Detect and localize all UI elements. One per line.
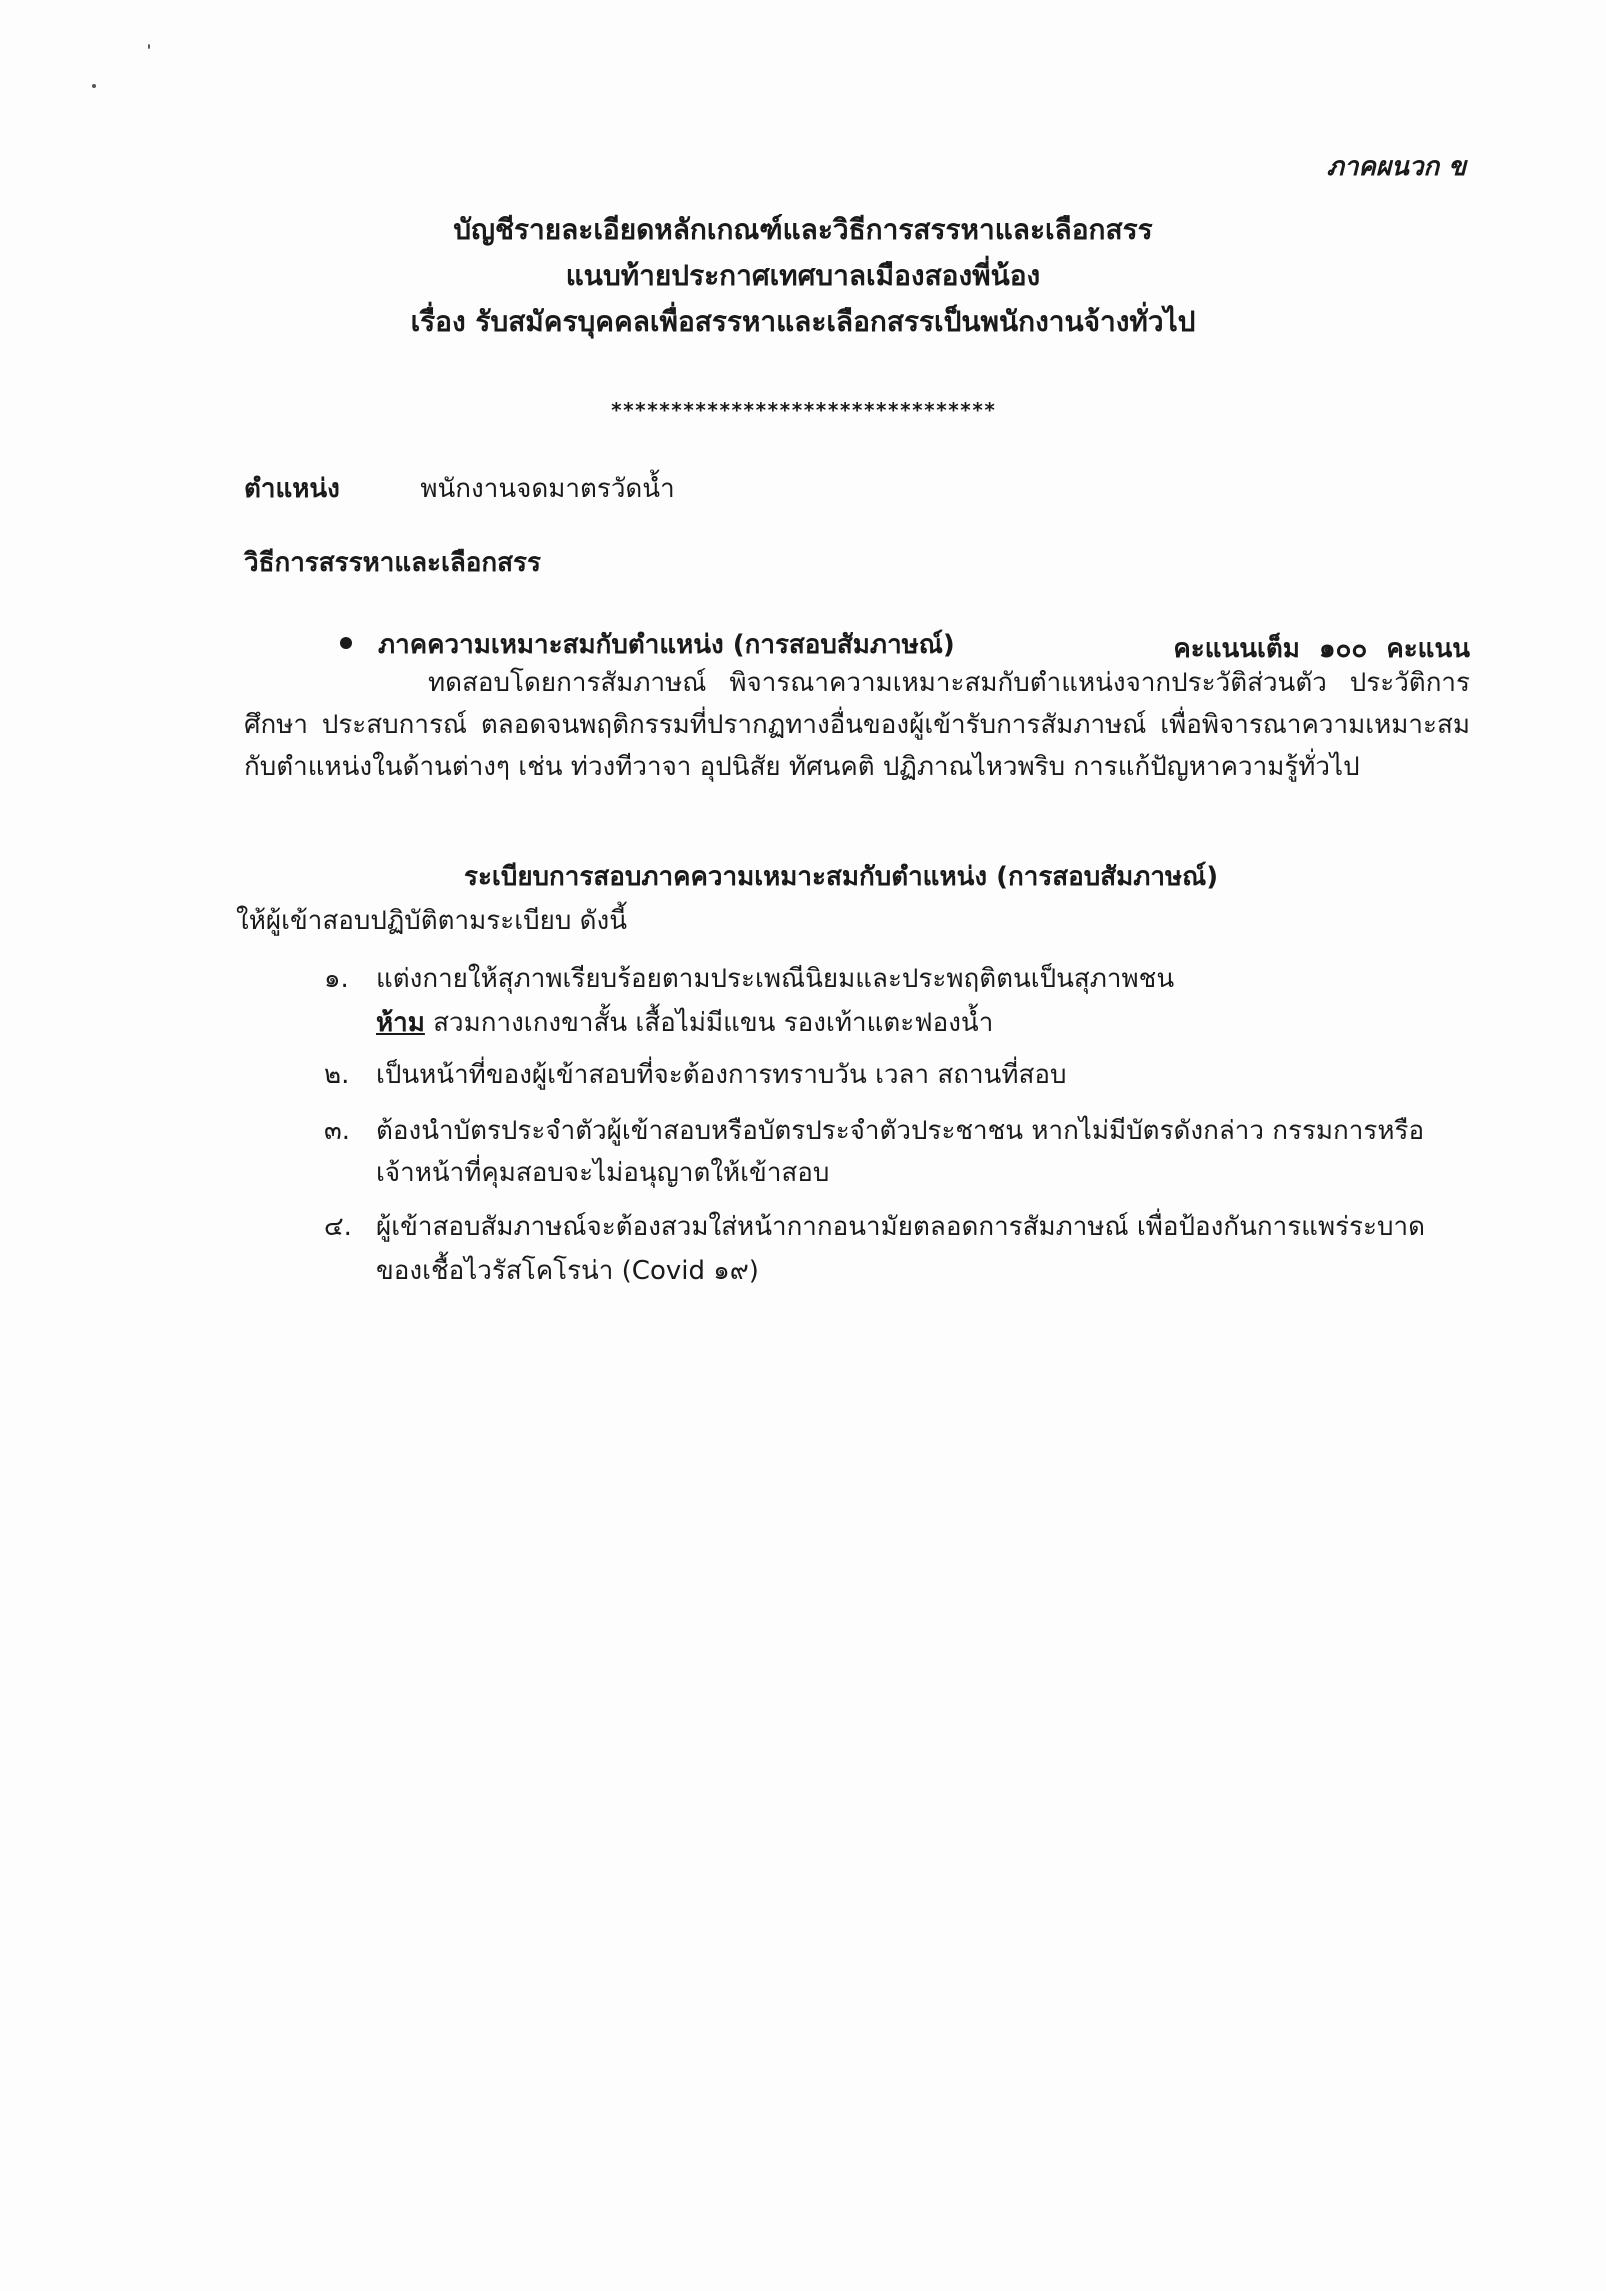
position-label: ตำแหน่ง	[244, 474, 340, 504]
rule-item	[324, 958, 1174, 999]
rule-item	[324, 1206, 1425, 1247]
rule-number: ๔.	[324, 1212, 352, 1242]
method-heading: วิธีการสรรหาและเลือกสรร	[244, 548, 541, 578]
rule-number: ๓.	[324, 1116, 351, 1146]
rules-intro: ให้ผู้เข้าสอบปฏิบัติตามระเบียบ ดังนี้	[236, 906, 627, 936]
doc-title-line2: แนบท้ายประกาศเทศบาลเมืองสองพี่น้อง	[565, 259, 1041, 292]
doc-title-line1: บัญชีรายละเอียดหลักเกณฑ์และวิธีการสรรหาและเลือกสรร	[453, 213, 1153, 246]
paragraph-text: ทดสอบโดยการสัมภาษณ์ พิจารณาความเหมาะสมกับตำแหน่งจากประวัติส่วนตัว ประวัติการศึกษา ประสบการณ์ ตลอดจนพฤติกรรมที่ปรากฏทางอื่นของผู้เข้ารับการสัมภาษณ์ เพื่อพิจารณาความเหมาะสมกับตำแหน่งในด้านต่างๆ เช่น ท่วงทีวาจา อุปนิสัย ทัศนคติ ปฏิภาณไหวพริบ การแก้ปัญหาความรู้ทั่วไป	[244, 668, 1470, 782]
section-paragraph	[244, 662, 1470, 788]
rule-text: เป็นหน้าที่ของผู้เข้าสอบที่จะต้องการทราบวัน เวลา สถานที่สอบ	[376, 1060, 1067, 1090]
doc-title-line3: เรื่อง รับสมัครบุคคลเพื่อสรรหาและเลือกสรรเป็นพนักงานจ้างทั่วไป	[410, 305, 1196, 338]
rule-text: ต้องนำบัตรประจำตัวผู้เข้าสอบหรือบัตรประจำตัวประชาชน หากไม่มีบัตรดังกล่าว กรรมการหรือ	[376, 1116, 1425, 1146]
rule-item	[324, 1054, 1066, 1095]
scan-speck	[92, 84, 96, 88]
rule-text: แต่งกายให้สุภาพเรียบร้อยตามประเพณีนิยมและประพฤติตนเป็นสุภาพชน	[376, 964, 1175, 994]
rule-item-continued: ของเชื้อไวรัสโคโรน่า (Covid ๑๙)	[376, 1256, 759, 1286]
scan-speck	[148, 44, 150, 49]
section-title: ภาคความเหมาะสมกับตำแหน่ง (การสอบสัมภาษณ์)	[378, 630, 955, 660]
rule-text: ผู้เข้าสอบสัมภาษณ์จะต้องสวมใส่หน้ากากอนามัยตลอดการสัมภาษณ์ เพื่อป้องกันการแพร่ระบาด	[376, 1212, 1425, 1242]
bullet-icon	[340, 637, 352, 649]
rule-text-continued: สวมกางเกงขาสั้น เสื้อไม่มีแขน รองเท้าแตะฟองน้ำ	[433, 1008, 994, 1038]
score-unit: คะแนน	[1386, 634, 1470, 664]
rule-item-continued: เจ้าหน้าที่คุมสอบจะไม่อนุญาตให้เข้าสอบ	[376, 1158, 830, 1188]
section-title-row	[340, 624, 955, 665]
rule-number: ๑.	[324, 964, 349, 994]
score-label: คะแนนเต็ม	[1173, 634, 1300, 664]
separator-stars: ********************************	[610, 398, 996, 422]
rule-prohibit-label: ห้าม	[376, 1008, 425, 1038]
rule-item-continued	[376, 1002, 993, 1043]
appendix-label: ภาคผนวก ข	[1326, 152, 1466, 182]
position-value: พนักงานจดมาตรวัดน้ำ	[420, 474, 675, 504]
rule-number: ๒.	[324, 1060, 350, 1090]
rule-item	[324, 1110, 1424, 1151]
position-row	[244, 468, 675, 509]
score-value: ๑๐๐	[1319, 634, 1368, 664]
rules-heading: ระเบียบการสอบภาคความเหมาะสมกับตำแหน่ง (การสอบสัมภาษณ์)	[464, 862, 1219, 892]
